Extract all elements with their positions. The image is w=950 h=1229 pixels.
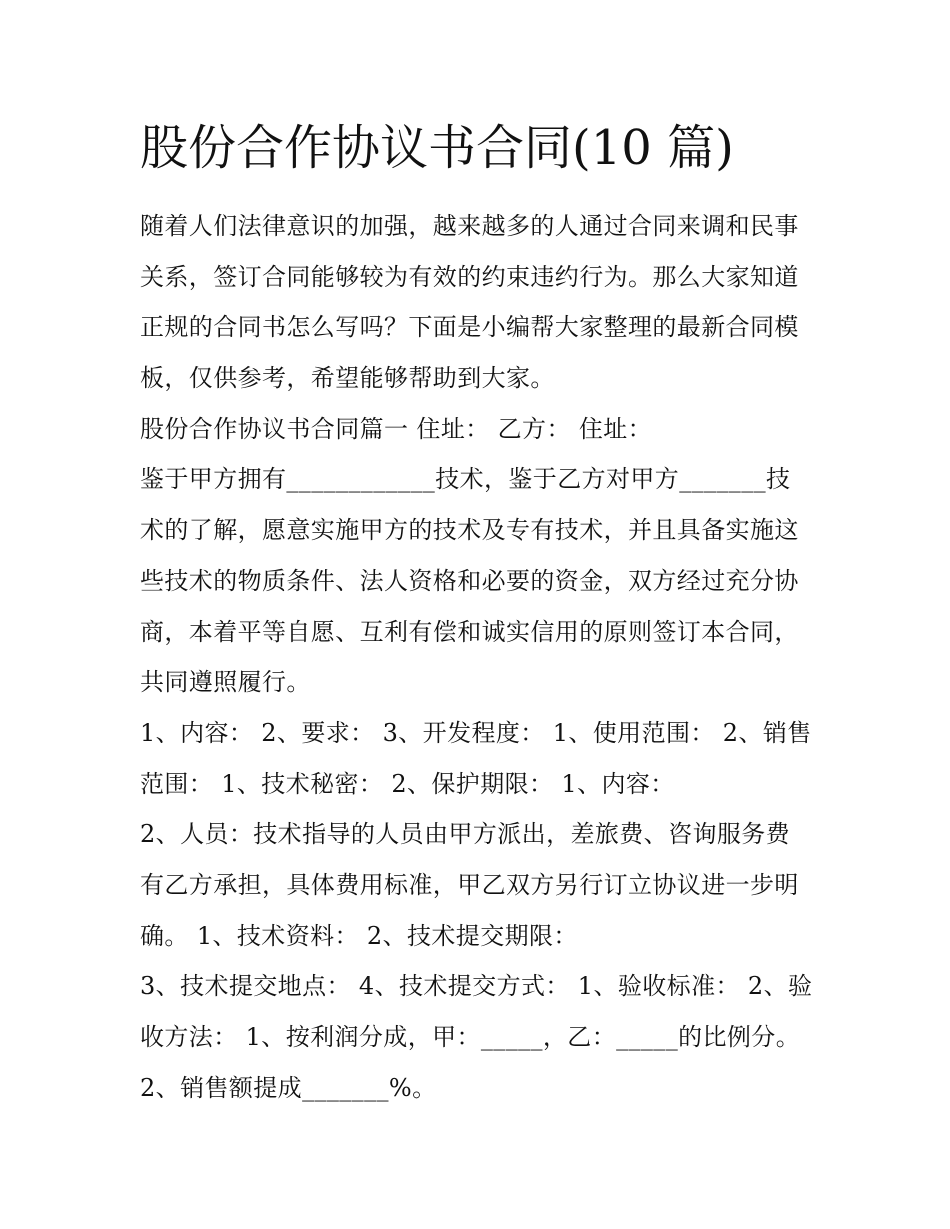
body-line: 些技术的物质条件、法人资格和必要的资金，双方经过充分协	[140, 566, 799, 595]
document-body	[140, 201, 820, 1113]
body-line: 板，仅供参考，希望能够帮助到大家。	[140, 364, 555, 393]
body-line: 确。 1、技术资料： 2、技术提交期限：	[140, 921, 578, 950]
body-line: 共同遵照履行。	[140, 668, 311, 697]
body-line: 1、内容： 2、要求： 3、开发程度： 1、使用范围： 2、销售	[140, 718, 812, 747]
body-line: 正规的合同书怎么写吗？下面是小编帮大家整理的最新合同模	[140, 313, 799, 342]
body-line: 商，本着平等自愿、互利有偿和诚实信用的原则签订本合同，	[140, 617, 799, 646]
body-line: 3、技术提交地点： 4、技术提交方式： 1、验收标准： 2、验	[140, 972, 813, 1001]
section-heading-line: 股份合作协议书合同篇一 住址： 乙方： 住址：	[140, 414, 653, 443]
body-line: 有乙方承担，具体费用标准，甲乙双方另行订立协议进一步明	[140, 870, 799, 899]
body-line: 鉴于甲方拥有____________技术，鉴于乙方对甲方_______技	[140, 465, 791, 494]
body-line: 收方法： 1、按利润分成，甲：_____，乙：_____的比例分。	[140, 1023, 801, 1051]
body-line: 术的了解，愿意实施甲方的技术及专有技术，并且具备实施这	[140, 516, 799, 545]
document-title: 股份合作协议书合同(10 篇)	[140, 120, 734, 176]
body-line: 关系，签订合同能够较为有效的约束违约行为。那么大家知道	[140, 262, 799, 291]
body-line: 2、人员：技术指导的人员由甲方派出，差旅费、咨询服务费	[140, 820, 791, 849]
body-line: 范围： 1、技术秘密： 2、保护期限： 1、内容：	[140, 769, 675, 798]
body-line: 2、销售额提成_______%。	[140, 1073, 437, 1102]
body-line: 随着人们法律意识的加强，越来越多的人通过合同来调和民事	[140, 212, 799, 240]
